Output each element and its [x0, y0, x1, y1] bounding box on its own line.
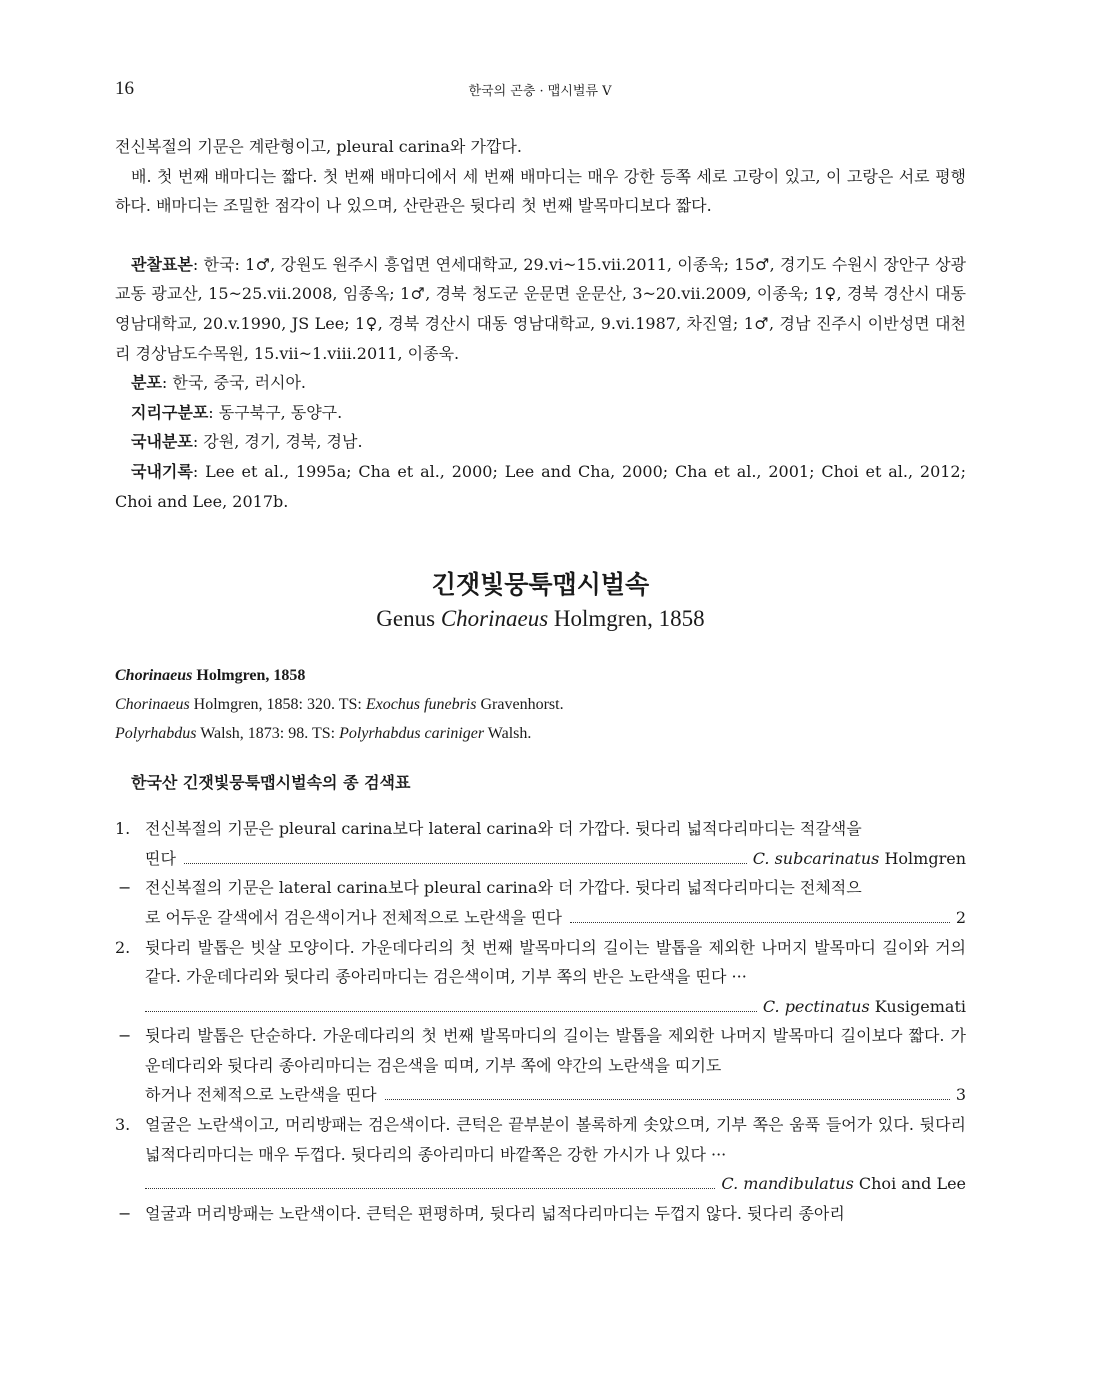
key-marker: 2.	[115, 937, 131, 957]
key-marker: 1.	[115, 819, 131, 839]
result-author: Choi and Lee	[853, 1174, 966, 1194]
key-result-number: 3	[955, 1085, 966, 1105]
key-text: 뒷다리 발톱은 빗살 모양이다. 가운데다리의 첫 번째 발목마디의 길이는 발톱을 제외한 나머지 발목마디 길이와 거의 같다. 가운데다리와 뒷다리 종아리마디는 검은색이며, 기부 쪽의 반은 노란색을 띤다 ···	[145, 937, 966, 987]
key-lead-line	[145, 844, 966, 874]
key-item-3-alt	[115, 1199, 966, 1229]
synonym-2-name: Polyrhabdus	[115, 725, 197, 743]
result-species: C. subcarinatus	[752, 848, 880, 868]
key-item-1	[115, 814, 966, 873]
distribution-text: : 한국, 중국, 러시아.	[161, 373, 307, 393]
key-item-1-alt	[115, 873, 966, 932]
key-lead-line	[145, 903, 966, 933]
key-item-3	[115, 1110, 966, 1199]
synonymy-head-name: Chorinaeus	[115, 667, 193, 685]
zoogeography-text: : 동구북구, 동양구.	[208, 402, 343, 422]
key-text: 얼굴은 노란색이고, 머리방패는 검은색이다. 큰턱은 끝부분이 볼록하게 솟았으며, 기부 쪽은 움푹 들어가 있다. 뒷다리 넓적다리마디는 매우 두껍다. 뒷다리의 종아리마디 바깥쪽은 강한 가시가 나 있다 ···	[145, 1115, 966, 1164]
key-result-number: 2	[955, 907, 966, 927]
key-item-2	[115, 933, 966, 1022]
key-marker: −	[118, 878, 132, 898]
synonym-1-name: Chorinaeus	[115, 696, 190, 714]
synonymy-heading	[115, 661, 966, 690]
records-text: : Lee et al., 1995a; Cha et al., 2000; Lee and Cha, 2000; Cha et al., 2001; Choi et al., 2012; Choi and Lee, 2017b.	[115, 461, 966, 511]
dot-leader	[385, 1099, 950, 1100]
result-species: C. pectinatus	[762, 996, 870, 1016]
synonym-2-type-species: Polyrhabdus cariniger	[339, 725, 485, 743]
dot-leader	[570, 922, 950, 923]
domestic-text: : 강원, 경기, 경북, 경남.	[192, 432, 363, 452]
intro-line: 전신복절의 기문은 계란형이고, pleural carina와 가깝다.	[115, 137, 522, 156]
genus-name: Chorinaeus	[440, 606, 549, 632]
synonym-line-2	[115, 719, 966, 748]
key-marker: −	[118, 1026, 132, 1046]
key-title: 한국산 긴잿빛뭉툭맵시벌속의 종 검색표	[131, 773, 411, 793]
dot-leader	[145, 1011, 757, 1012]
synonymy-head-author: Holmgren, 1858	[192, 667, 306, 685]
dot-leader	[184, 863, 747, 864]
specimens-paragraph	[115, 250, 966, 368]
synonym-line-1	[115, 690, 966, 719]
genus-prefix: Genus	[376, 606, 441, 632]
key-result	[721, 1169, 966, 1199]
records-paragraph	[115, 457, 966, 516]
synonym-1-citation: Holmgren, 1858: 320. TS:	[189, 696, 366, 714]
abdomen-paragraph: 배. 첫 번째 배마디는 짧다. 첫 번째 배마디에서 세 번째 배마디는 매우 강한 등쪽 세로 고랑이 있고, 이 고랑은 서로 평행하다. 배마디는 조밀한 점각이 나 있으며, 산란관은 뒷다리 첫 번째 발목마디보다 짧다.	[115, 166, 966, 216]
key-lead-text: 로 어두운 갈색에서 검은색이거나 전체적으로 노란색을 띤다	[145, 907, 562, 927]
specimens-text: : 한국: 1♂, 강원도 원주시 흥업면 연세대학교, 29.vi~15.vii.2011, 이종욱; 15♂, 경기도 수원시 장안구 상광교동 광교산, 15~25.vii.2008, 임종옥; 1♂, 경북 청도군 운문면 운문산, 3~20.vii.2009, 이종욱; 1♀, 경북 경산시 대동 영남대학교, 20.v.1990, JS Lee; 1♀, 경북 경산시 대동 영남대학교, 9.vi.1987, 차진열; 1♂, 경남 진주시 이반성면 대천리 경상남도수목원, 15.vii~1.viii.2011, 이종욱.	[115, 254, 966, 363]
synonym-2-citation: Walsh, 1873: 98. TS:	[196, 725, 340, 743]
domestic-paragraph	[115, 427, 966, 457]
key-marker: 3.	[115, 1115, 131, 1135]
synonym-1-type-species: Exochus funebris	[365, 696, 477, 714]
key-lead-line	[145, 992, 966, 1022]
zoogeography-label: 지리구분포	[131, 402, 209, 422]
distribution-label: 분포	[131, 373, 162, 393]
page-header	[115, 78, 965, 102]
key-marker: −	[118, 1203, 132, 1223]
key-text: 전신복절의 기문은 lateral carina보다 pleural carina와 더 가깝다. 뒷다리 넓적다리마디는 전체적으	[145, 878, 862, 898]
result-author: Kusigemati	[869, 996, 966, 1016]
key-result	[763, 992, 966, 1022]
genus-heading	[115, 567, 966, 635]
result-author: Holmgren	[879, 848, 966, 868]
key-lead-line	[145, 1169, 966, 1199]
genus-author: Holmgren, 1858	[548, 606, 705, 632]
key-lead-text: 하거나 전체적으로 노란색을 띤다	[145, 1085, 377, 1105]
key-text: 얼굴과 머리방패는 노란색이다. 큰턱은 편평하며, 뒷다리 넓적다리마디는 두껍지 않다. 뒷다리 종아리	[145, 1203, 845, 1223]
dot-leader	[145, 1188, 715, 1189]
genus-latin-title	[115, 603, 966, 635]
key-lead-line	[145, 1080, 966, 1110]
key-text: 전신복절의 기문은 pleural carina보다 lateral carina와 더 가깝다. 뒷다리 넓적다리마디는 적갈색을	[145, 819, 862, 839]
synonym-2-ts-author: Walsh.	[484, 725, 532, 743]
genus-korean-title: 긴잿빛뭉툭맵시벌속	[431, 570, 650, 600]
key-lead-text: 띤다	[145, 848, 176, 868]
zoogeography-paragraph	[115, 398, 966, 428]
distribution-paragraph	[115, 368, 966, 398]
domestic-label: 국내분포	[131, 432, 193, 452]
records-label: 국내기록	[131, 461, 193, 481]
synonym-1-ts-author: Gravenhorst.	[476, 696, 564, 714]
specimens-label: 관찰표본	[131, 254, 193, 274]
key-text: 뒷다리 발톱은 단순하다. 가운데다리의 첫 번째 발목마디의 길이는 발톱을 제외한 나머지 발목마디 길이보다 짧다. 가운데다리와 뒷다리 종아리마디는 검은색을 띠며, 기부 쪽에 약간의 노란색을 띠기도	[145, 1026, 966, 1075]
key-result	[753, 844, 966, 874]
page-number: 16	[115, 78, 134, 99]
page-content	[115, 132, 966, 1228]
running-title: 한국의 곤충 · 맵시벌류 V	[468, 84, 612, 99]
key-item-2-alt	[115, 1021, 966, 1110]
result-species: C. mandibulatus	[721, 1174, 854, 1194]
